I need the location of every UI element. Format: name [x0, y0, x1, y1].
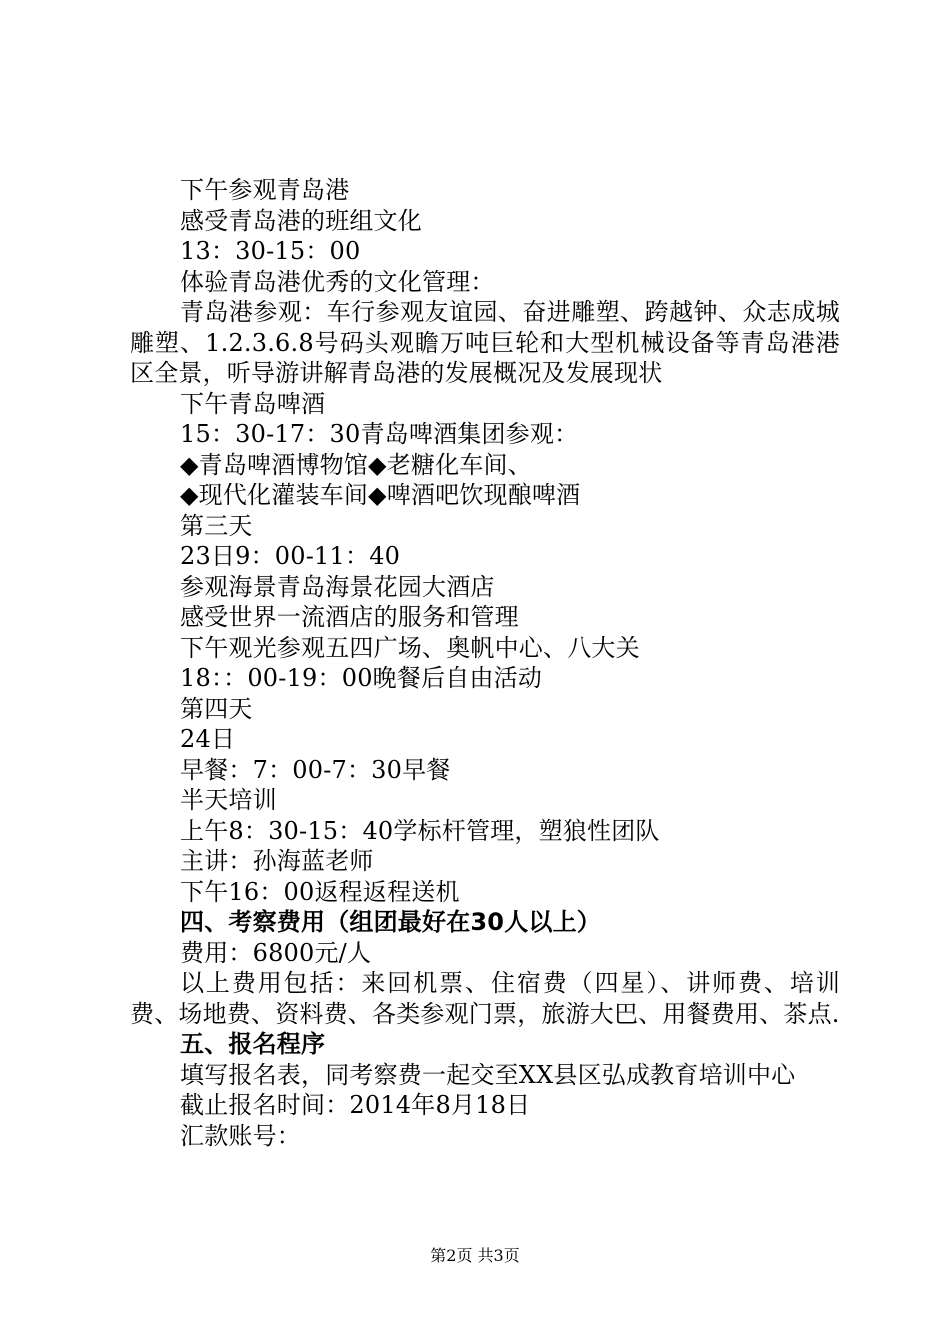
text-line: 费用：6800元/人 [180, 938, 372, 967]
text-line: 18：：00-19：00晚餐后自由活动 [180, 664, 543, 692]
text-line: 23日9：00-11：40 [180, 542, 401, 570]
text-line: 下午16：00返程返程送机 [180, 877, 460, 906]
text-line: 主讲：孙海蓝老师 [180, 847, 374, 875]
section-heading-fees: 四、考察费用（组团最好在30人以上） [180, 908, 601, 936]
text-line: 汇款账号： [180, 1121, 301, 1150]
text-line: ◆现代化灌装车间◆啤酒吧饮现酿啤酒 [180, 481, 581, 509]
text-line: 15：30-17：30青岛啤酒集团参观： [180, 420, 579, 448]
text-line: 截止报名时间：2014年8月18日 [180, 1091, 531, 1119]
text-line: 早餐：7：00-7：30早餐 [180, 755, 451, 784]
fees-paragraph: 以上费用包括：来回机票、住宿费（四星）、讲师费、培训费、场地费、资料费、各类参观门票，旅游大巴、用餐费用、茶点. [130, 969, 840, 1028]
text-line: 感受青岛港的班组文化 [180, 206, 422, 235]
text-line: 参观海景青岛海景花园大酒店 [180, 572, 495, 601]
page-number-footer: 第2页 共3页 [430, 1246, 520, 1265]
text-line: 13：30-15：00 [180, 237, 361, 265]
section-heading-registration: 五、报名程序 [180, 1030, 326, 1058]
document-body [130, 175, 840, 1151]
text-line: 半天培训 [180, 786, 277, 814]
port-visit-paragraph: 青岛港参观：车行参观友谊园、奋进雕塑、跨越钟、众志成城雕塑、1.2.3.6.8号码头观瞻万吨巨轮和大型机械设备等青岛港港区全景，听导游讲解青岛港的发展概况及发展现状 [130, 298, 840, 387]
text-line: 下午观光参观五四广场、奥帆中心、八大关 [180, 633, 640, 662]
text-line: ◆青岛啤酒博物馆◆老糖化车间、 [180, 450, 532, 479]
text-line: 填写报名表，同考察费一起交至XX县区弘成教育培训中心 [180, 1060, 796, 1089]
text-line: 体验青岛港优秀的文化管理： [180, 267, 495, 296]
text-line: 感受世界一流酒店的服务和管理 [180, 603, 519, 631]
day-heading: 第四天 [180, 694, 253, 723]
text-line: 下午青岛啤酒 [180, 389, 326, 418]
text-line: 24日 [180, 725, 236, 753]
text-line: 下午参观青岛港 [180, 176, 350, 204]
day-heading: 第三天 [180, 511, 253, 540]
text-line: 上午8：30-15：40学标杆管理，塑狼性团队 [180, 816, 660, 845]
